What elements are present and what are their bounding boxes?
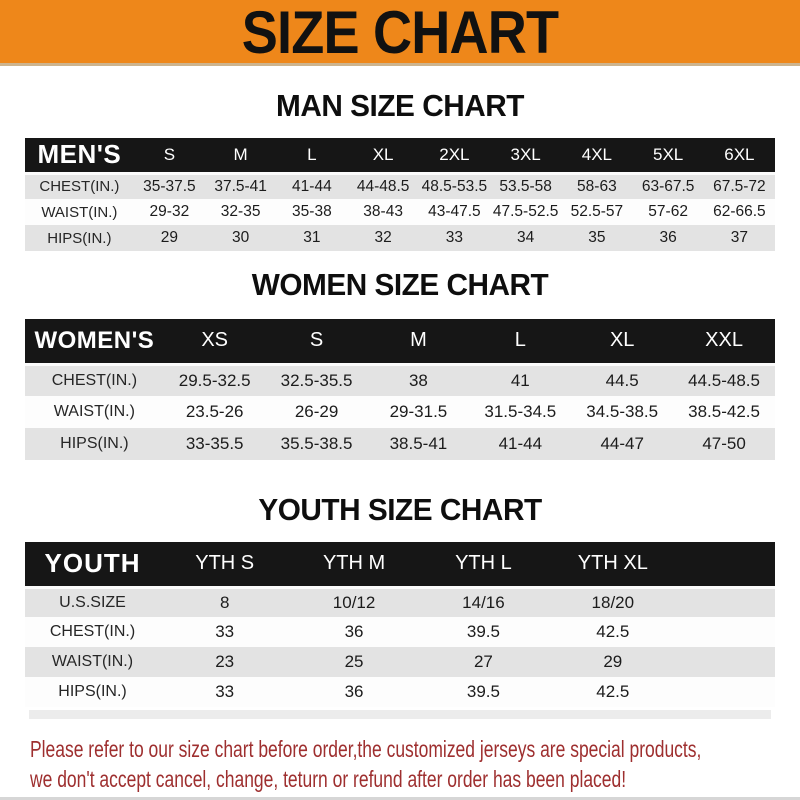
women-section-heading: WOMEN SIZE CHART <box>251 267 549 302</box>
size-cell: 39.5 <box>419 677 548 707</box>
row-label: HIPS(IN.) <box>25 677 160 707</box>
men-column-header: 2XL <box>419 138 490 173</box>
size-cell: 41-44 <box>276 173 347 199</box>
men-column-header: XL <box>348 138 419 173</box>
row-label: HIPS(IN.) <box>25 428 164 460</box>
men-column-header: 3XL <box>490 138 561 173</box>
size-cell: 57-62 <box>633 199 704 225</box>
size-cell: 31.5-34.5 <box>469 396 571 428</box>
size-cell: 26-29 <box>266 396 368 428</box>
spacer-cell <box>678 542 776 587</box>
size-cell: 36 <box>289 677 418 707</box>
size-cell: 31 <box>276 225 347 251</box>
spacer-cell <box>678 677 776 707</box>
youth-column-header: YTH S <box>160 542 289 587</box>
size-cell: 58-63 <box>561 173 632 199</box>
women-column-header: XL <box>571 319 673 364</box>
size-cell: 14/16 <box>419 587 548 617</box>
size-cell: 30 <box>205 225 276 251</box>
size-cell: 35 <box>561 225 632 251</box>
men-column-header: 4XL <box>561 138 632 173</box>
size-cell: 33-35.5 <box>164 428 266 460</box>
size-cell: 39.5 <box>419 617 548 647</box>
size-cell: 42.5 <box>548 677 677 707</box>
size-cell: 44.5 <box>571 364 673 396</box>
size-cell: 37.5-41 <box>205 173 276 199</box>
size-cell: 43-47.5 <box>419 199 490 225</box>
size-cell: 33 <box>160 617 289 647</box>
size-cell: 18/20 <box>548 587 677 617</box>
size-cell: 48.5-53.5 <box>419 173 490 199</box>
men-table-corner-label: MEN'S <box>25 138 134 173</box>
youth-size-table <box>25 542 775 707</box>
row-label: WAIST(IN.) <box>25 647 160 677</box>
women-waist-row <box>25 396 775 428</box>
size-cell: 44-47 <box>571 428 673 460</box>
men-column-header: 5XL <box>633 138 704 173</box>
youth-column-header: YTH XL <box>548 542 677 587</box>
spacer-cell <box>678 587 776 617</box>
size-cell: 47.5-52.5 <box>490 199 561 225</box>
men-size-table <box>25 138 775 251</box>
youth-chest-row <box>25 617 775 647</box>
size-cell: 23.5-26 <box>164 396 266 428</box>
size-cell: 36 <box>633 225 704 251</box>
men-column-header: S <box>134 138 205 173</box>
size-cell: 29 <box>548 647 677 677</box>
women-chest-row <box>25 364 775 396</box>
divider-band <box>29 710 771 719</box>
size-cell: 35.5-38.5 <box>266 428 368 460</box>
size-cell: 38.5-42.5 <box>673 396 775 428</box>
disclaimer <box>30 734 800 794</box>
youth-section-heading: YOUTH SIZE CHART <box>258 492 542 527</box>
size-cell: 23 <box>160 647 289 677</box>
size-cell: 35-38 <box>276 199 347 225</box>
size-cell: 29 <box>134 225 205 251</box>
men-waist-row <box>25 199 775 225</box>
women-size-table <box>25 319 775 460</box>
size-cell: 42.5 <box>548 617 677 647</box>
size-cell: 34 <box>490 225 561 251</box>
size-cell: 34.5-38.5 <box>571 396 673 428</box>
size-cell: 25 <box>289 647 418 677</box>
size-cell: 36 <box>289 617 418 647</box>
size-cell: 67.5-72 <box>704 173 775 199</box>
size-cell: 41-44 <box>469 428 571 460</box>
youth-hips-row <box>25 677 775 707</box>
youth-waist-row <box>25 647 775 677</box>
spacer-cell <box>678 647 776 677</box>
size-cell: 29.5-32.5 <box>164 364 266 396</box>
women-column-header: XS <box>164 319 266 364</box>
size-cell: 10/12 <box>289 587 418 617</box>
size-cell: 44-48.5 <box>348 173 419 199</box>
youth-table-corner-label: YOUTH <box>25 542 160 587</box>
women-table-corner-label: WOMEN'S <box>25 319 164 364</box>
row-label: CHEST(IN.) <box>25 173 134 199</box>
men-chest-row <box>25 173 775 199</box>
row-label: HIPS(IN.) <box>25 225 134 251</box>
size-cell: 63-67.5 <box>633 173 704 199</box>
size-cell: 37 <box>704 225 775 251</box>
size-cell: 32.5-35.5 <box>266 364 368 396</box>
size-cell: 53.5-58 <box>490 173 561 199</box>
women-hips-row <box>25 428 775 460</box>
size-cell: 44.5-48.5 <box>673 364 775 396</box>
women-column-header: XXL <box>673 319 775 364</box>
men-column-header: 6XL <box>704 138 775 173</box>
row-label: U.S.SIZE <box>25 587 160 617</box>
size-cell: 33 <box>419 225 490 251</box>
size-cell: 41 <box>469 364 571 396</box>
row-label: CHEST(IN.) <box>25 364 164 396</box>
women-column-header: S <box>266 319 368 364</box>
size-cell: 8 <box>160 587 289 617</box>
size-cell: 29-32 <box>134 199 205 225</box>
youth-header-row <box>25 542 775 587</box>
size-cell: 62-66.5 <box>704 199 775 225</box>
youth-ussize-row <box>25 587 775 617</box>
men-header-row <box>25 138 775 173</box>
size-cell: 33 <box>160 677 289 707</box>
spacer-cell <box>678 617 776 647</box>
size-chart-banner <box>0 0 800 66</box>
size-cell: 38-43 <box>348 199 419 225</box>
row-label: WAIST(IN.) <box>25 396 164 428</box>
banner-title: SIZE CHART <box>241 0 559 66</box>
disclaimer-line-2: we don't accept cancel, change, teturn or refund after order has been placed! <box>30 766 627 792</box>
men-column-header: M <box>205 138 276 173</box>
size-cell: 32 <box>348 225 419 251</box>
size-cell: 29-31.5 <box>368 396 470 428</box>
disclaimer-line-1: Please refer to our size chart before order,the customized jerseys are special products, <box>30 736 702 762</box>
men-column-header: L <box>276 138 347 173</box>
size-cell: 52.5-57 <box>561 199 632 225</box>
youth-column-header: YTH M <box>289 542 418 587</box>
size-cell: 38.5-41 <box>368 428 470 460</box>
size-cell: 27 <box>419 647 548 677</box>
men-hips-row <box>25 225 775 251</box>
youth-column-header: YTH L <box>419 542 548 587</box>
size-cell: 47-50 <box>673 428 775 460</box>
women-column-header: M <box>368 319 470 364</box>
women-column-header: L <box>469 319 571 364</box>
size-cell: 35-37.5 <box>134 173 205 199</box>
size-cell: 32-35 <box>205 199 276 225</box>
row-label: WAIST(IN.) <box>25 199 134 225</box>
women-header-row <box>25 319 775 364</box>
row-label: CHEST(IN.) <box>25 617 160 647</box>
men-section-heading: MAN SIZE CHART <box>276 88 524 123</box>
size-cell: 38 <box>368 364 470 396</box>
